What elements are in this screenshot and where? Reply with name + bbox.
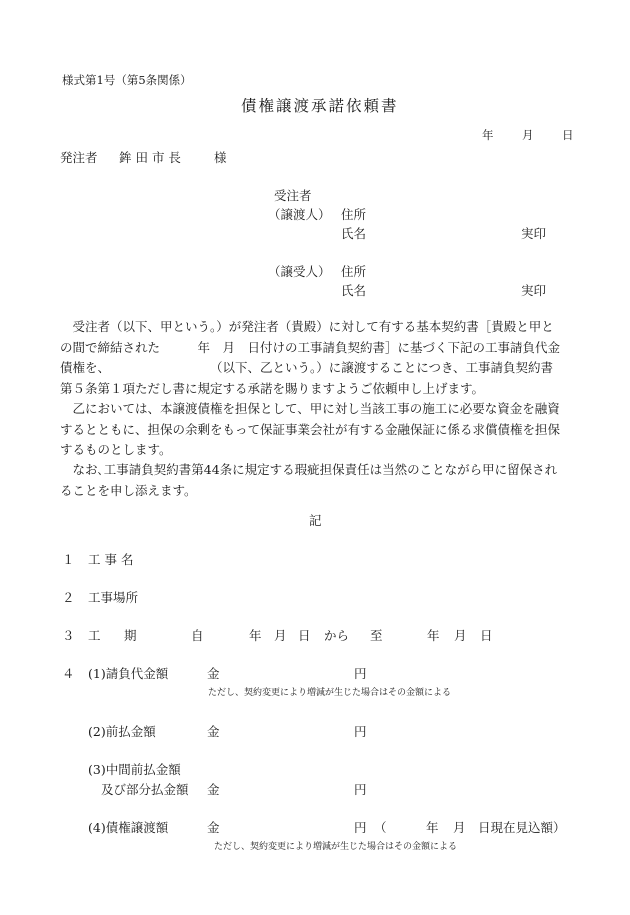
body-paragraph-3 bbox=[60, 460, 573, 501]
ki-heading: 記 bbox=[309, 513, 322, 528]
sub-3-kin: 金 bbox=[207, 782, 220, 797]
body-line: なお､工事請負契約書第44条に規定する瑕疵担保責任は当然のことながら甲に留保され bbox=[60, 462, 558, 477]
sub-3-en: 円 bbox=[354, 782, 367, 797]
body-line: 受注者（以下、甲という。）が発注者（貴殿）に対して有する基本契約書［貴殿と甲と bbox=[60, 319, 554, 334]
item-4-number: ４ bbox=[62, 666, 75, 681]
assignor-seal-label: 実印 bbox=[521, 226, 547, 241]
assignee-address-label: 住所 bbox=[341, 264, 367, 279]
sub-1-en: 円 bbox=[354, 666, 367, 681]
date-day: 日 bbox=[562, 128, 574, 142]
body-line: 第５条第１項ただし書に規定する承諾を賜りますようご依頼申し上げます。 bbox=[60, 380, 485, 396]
period-from: 自 bbox=[191, 628, 204, 643]
body-line: するものとします。 bbox=[60, 442, 172, 457]
body-line: ることを申し添えます。 bbox=[60, 482, 197, 498]
period-year-2: 年 bbox=[427, 628, 440, 643]
sub-4-month: 月 bbox=[453, 820, 466, 835]
contractor-label: 受注者 bbox=[274, 188, 312, 203]
sub-2-kin: 金 bbox=[207, 724, 220, 739]
sub-4-label: (4)債権譲渡額 bbox=[88, 820, 169, 835]
item-2-number: ２ bbox=[62, 590, 75, 605]
body-line: 債権を、 （以下、乙という。）に譲渡することにつき、工事請負契約書 bbox=[60, 360, 554, 375]
date-month: 月 bbox=[522, 128, 534, 142]
period-kara: から bbox=[324, 628, 350, 643]
sub-4-year: 年 bbox=[426, 820, 439, 835]
sub-3-label-b: 及び部分払金額 bbox=[101, 782, 189, 797]
form-number: 様式第1号（第5条関係） bbox=[62, 73, 192, 87]
assignor-label: （譲渡人） bbox=[268, 207, 331, 222]
sub-4-en: 円 bbox=[354, 820, 367, 835]
period-to: 至 bbox=[370, 628, 383, 643]
item-3-label-a: 工 bbox=[88, 628, 101, 643]
body-line: 乙においては、本譲渡債権を担保として、甲に対し当該工事の施工に必要な資金を融資 bbox=[60, 401, 560, 416]
period-month-2: 月 bbox=[454, 628, 467, 643]
assignor-name-label: 氏名 bbox=[341, 226, 367, 241]
sub-4-tail: 日現在見込額） bbox=[478, 820, 566, 835]
item-1-number: １ bbox=[62, 552, 75, 567]
assignee-label: （譲受人） bbox=[268, 264, 331, 279]
sub-4-kin: 金 bbox=[207, 820, 220, 835]
document-title: 債権譲渡承諾依頼書 bbox=[241, 97, 399, 115]
period-month-1: 月 bbox=[274, 628, 287, 643]
assignee-seal-label: 実印 bbox=[521, 283, 547, 298]
sub-3-label-a: (3)中間前払金額 bbox=[88, 762, 181, 777]
item-3-number: ３ bbox=[62, 628, 75, 643]
addressee-name: 鉾 田 市 長 bbox=[119, 150, 181, 165]
addressee-label: 発注者 bbox=[60, 150, 98, 165]
assignee-name-label: 氏名 bbox=[341, 283, 367, 298]
sub-1-label: (1)請負代金額 bbox=[88, 666, 169, 681]
addressee-honorific: 様 bbox=[214, 150, 227, 165]
sub-4-paren-open: （ bbox=[374, 820, 387, 835]
item-1-label: 工 事 名 bbox=[88, 552, 134, 567]
body-line: の間で締結された 年 月 日付けの工事請負契約書］に基づく下記の工事請負代金 bbox=[60, 339, 561, 355]
sub-2-label: (2)前払金額 bbox=[88, 724, 156, 739]
sub-2-en: 円 bbox=[354, 724, 367, 739]
body-line: するとともに、担保の余剰をもって保証事業会社が有する金融保証に係る求償債権を担保 bbox=[60, 421, 561, 437]
item-3-label-b: 期 bbox=[124, 628, 137, 643]
sub-1-note: ただし、契約変更により増減が生じた場合はその金額による bbox=[208, 688, 452, 698]
sub-4-note: ただし、契約変更により増減が生じた場合はその金額による bbox=[214, 842, 458, 852]
period-day-1: 日 bbox=[298, 628, 311, 643]
item-2-label: 工事場所 bbox=[88, 590, 139, 605]
period-day-2: 日 bbox=[480, 628, 493, 643]
body-paragraph-1 bbox=[60, 317, 573, 399]
body-paragraph-2 bbox=[60, 399, 573, 461]
period-year-1: 年 bbox=[249, 628, 262, 643]
assignor-address-label: 住所 bbox=[341, 207, 367, 222]
date-year: 年 bbox=[482, 128, 494, 142]
sub-1-kin: 金 bbox=[207, 666, 220, 681]
